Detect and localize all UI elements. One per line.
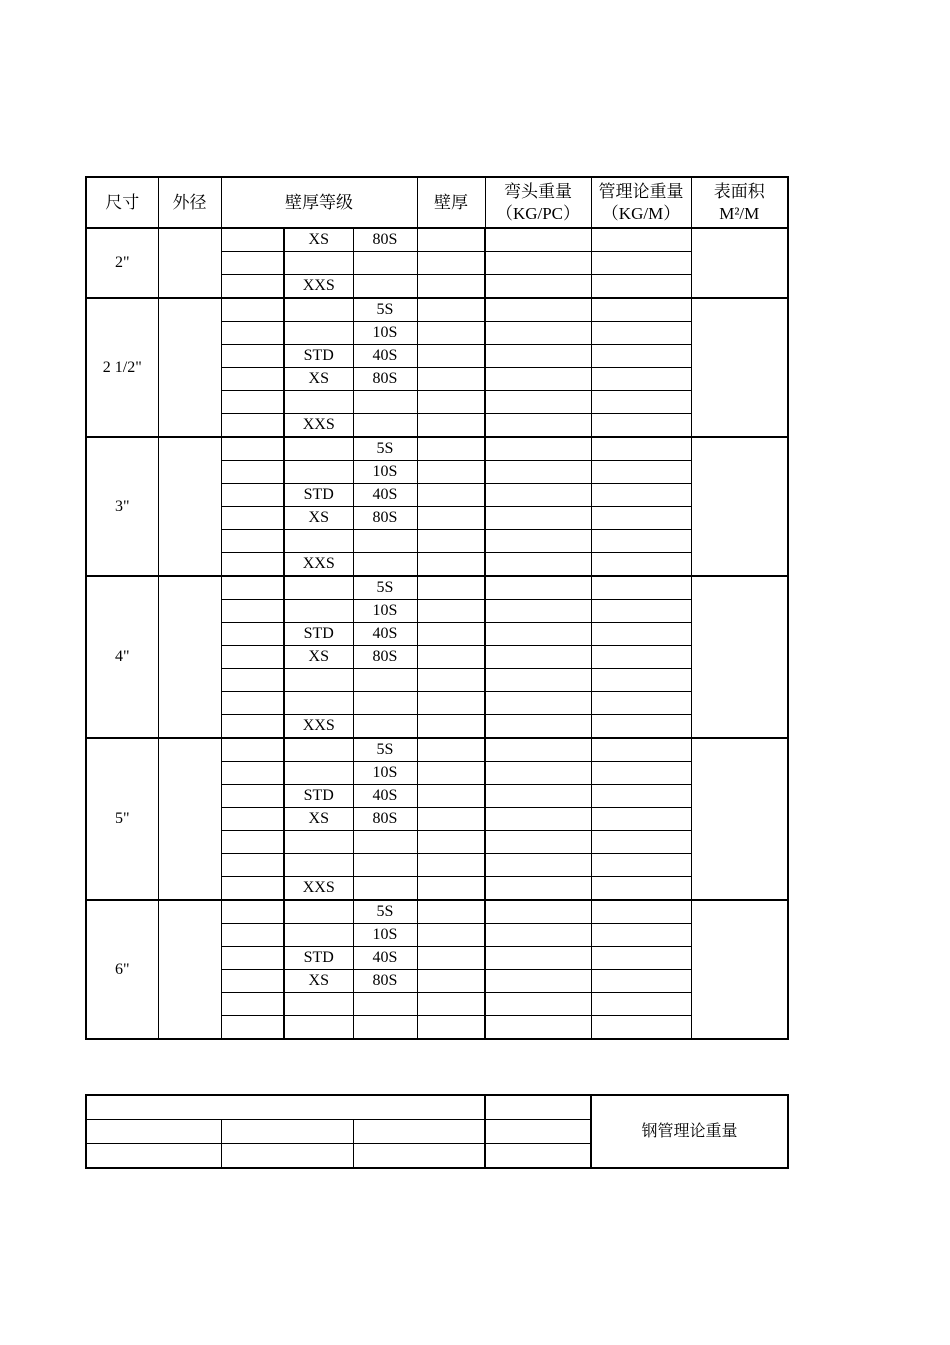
elbow-weight-cell (485, 553, 591, 577)
header-schedule: 壁厚等级 (221, 177, 417, 228)
schedule-number-cell (221, 877, 284, 901)
wall-thickness-cell (417, 345, 485, 368)
wall-thickness-cell (417, 947, 485, 970)
pipe-weight-cell (591, 345, 691, 368)
schedule-s-cell (353, 692, 417, 715)
pipe-weight-cell (591, 484, 691, 507)
schedule-class-cell (284, 298, 353, 322)
outer-diameter-cell (158, 228, 221, 298)
schedule-number-cell (221, 345, 284, 368)
wall-thickness-cell (417, 993, 485, 1016)
elbow-weight-cell (485, 762, 591, 785)
wall-thickness-cell (417, 808, 485, 831)
elbow-weight-cell (485, 947, 591, 970)
elbow-weight-cell (485, 738, 591, 762)
schedule-class-cell (284, 252, 353, 275)
schedule-s-cell (353, 275, 417, 299)
elbow-weight-cell (485, 924, 591, 947)
pipe-weight-cell (591, 1016, 691, 1040)
schedule-s-cell (353, 877, 417, 901)
elbow-weight-cell (485, 900, 591, 924)
schedule-number-cell (221, 252, 284, 275)
outer-diameter-cell (158, 738, 221, 900)
wall-thickness-cell (417, 854, 485, 877)
elbow-weight-cell (485, 322, 591, 345)
schedule-number-cell (221, 484, 284, 507)
header-outer-diameter: 外径 (158, 177, 221, 228)
elbow-weight-cell (485, 368, 591, 391)
schedule-number-cell (221, 970, 284, 993)
header-surface-area-unit: M²/M (719, 203, 760, 223)
schedule-s-cell: 10S (353, 924, 417, 947)
pipe-weight-cell (591, 970, 691, 993)
pipe-weight-cell (591, 298, 691, 322)
schedule-number-cell (221, 924, 284, 947)
schedule-class-cell (284, 437, 353, 461)
pipe-weight-cell (591, 900, 691, 924)
schedule-class-cell: STD (284, 484, 353, 507)
schedule-number-cell (221, 808, 284, 831)
pipe-weight-cell (591, 576, 691, 600)
schedule-s-cell (353, 993, 417, 1016)
schedule-s-cell: 40S (353, 623, 417, 646)
schedule-class-cell (284, 600, 353, 623)
schedule-s-cell: 80S (353, 228, 417, 252)
schedule-class-cell (284, 322, 353, 345)
schedule-class-cell: XS (284, 228, 353, 252)
schedule-number-cell (221, 623, 284, 646)
elbow-weight-cell (485, 252, 591, 275)
schedule-s-cell: 80S (353, 507, 417, 530)
schedule-s-cell (353, 553, 417, 577)
wall-thickness-cell (417, 484, 485, 507)
elbow-weight-cell (485, 1016, 591, 1040)
schedule-class-cell (284, 924, 353, 947)
wall-thickness-cell (417, 669, 485, 692)
size-cell: 5" (86, 738, 158, 900)
table-row (86, 437, 788, 461)
wall-thickness-cell (417, 692, 485, 715)
header-size: 尺寸 (86, 177, 158, 228)
elbow-weight-cell (485, 600, 591, 623)
pipe-weight-cell (591, 461, 691, 484)
pipe-weight-cell (591, 275, 691, 299)
schedule-class-cell (284, 576, 353, 600)
size-cell: 6" (86, 900, 158, 1039)
wall-thickness-cell (417, 252, 485, 275)
schedule-class-cell (284, 831, 353, 854)
pipe-weight-cell (591, 530, 691, 553)
elbow-weight-cell (485, 623, 591, 646)
schedule-s-cell: 80S (353, 646, 417, 669)
elbow-weight-cell (485, 530, 591, 553)
pipe-weight-cell (591, 507, 691, 530)
schedule-class-cell (284, 391, 353, 414)
schedule-class-cell (284, 854, 353, 877)
wall-thickness-cell (417, 715, 485, 739)
schedule-s-cell: 5S (353, 298, 417, 322)
header-pipe-weight (591, 177, 691, 228)
schedule-number-cell (221, 762, 284, 785)
pipe-weight-table (85, 176, 789, 1040)
schedule-s-cell: 5S (353, 738, 417, 762)
wall-thickness-cell (417, 414, 485, 438)
summary-row-1 (86, 1095, 788, 1120)
schedule-number-cell (221, 669, 284, 692)
elbow-weight-cell (485, 692, 591, 715)
schedule-number-cell (221, 553, 284, 577)
outer-diameter-cell (158, 298, 221, 437)
wall-thickness-cell (417, 762, 485, 785)
elbow-weight-cell (485, 228, 591, 252)
wall-thickness-cell (417, 831, 485, 854)
elbow-weight-cell (485, 970, 591, 993)
pipe-weight-cell (591, 762, 691, 785)
schedule-number-cell (221, 831, 284, 854)
wall-thickness-cell (417, 970, 485, 993)
table-row (86, 900, 788, 924)
elbow-weight-cell (485, 854, 591, 877)
pipe-weight-cell (591, 715, 691, 739)
schedule-class-cell (284, 762, 353, 785)
elbow-weight-cell (485, 437, 591, 461)
schedule-class-cell (284, 900, 353, 924)
summary-cell (485, 1120, 591, 1144)
schedule-number-cell (221, 993, 284, 1016)
wall-thickness-cell (417, 553, 485, 577)
pipe-weight-cell (591, 993, 691, 1016)
schedule-number-cell (221, 461, 284, 484)
header-wall-thickness: 壁厚 (417, 177, 485, 228)
pipe-weight-cell (591, 646, 691, 669)
size-cell: 3" (86, 437, 158, 576)
schedule-number-cell (221, 391, 284, 414)
summary-cell (86, 1144, 221, 1169)
schedule-class-cell: XS (284, 646, 353, 669)
pipe-weight-sheet (85, 176, 787, 1140)
schedule-class-cell: XS (284, 970, 353, 993)
wall-thickness-cell (417, 924, 485, 947)
schedule-class-cell: XS (284, 808, 353, 831)
elbow-weight-cell (485, 576, 591, 600)
table-row (86, 298, 788, 322)
schedule-class-cell (284, 1016, 353, 1040)
pipe-weight-cell (591, 831, 691, 854)
schedule-class-cell (284, 461, 353, 484)
schedule-s-cell (353, 669, 417, 692)
pipe-weight-cell (591, 623, 691, 646)
pipe-weight-cell (591, 877, 691, 901)
schedule-s-cell (353, 715, 417, 739)
pipe-weight-cell (591, 322, 691, 345)
wall-thickness-cell (417, 275, 485, 299)
size-cell: 2" (86, 228, 158, 298)
schedule-class-cell (284, 692, 353, 715)
schedule-s-cell: 10S (353, 461, 417, 484)
outer-diameter-cell (158, 437, 221, 576)
wall-thickness-cell (417, 391, 485, 414)
pipe-weight-cell (591, 669, 691, 692)
schedule-number-cell (221, 947, 284, 970)
pipe-weight-cell (591, 808, 691, 831)
schedule-class-cell: XS (284, 368, 353, 391)
schedule-s-cell: 40S (353, 947, 417, 970)
schedule-number-cell (221, 368, 284, 391)
wall-thickness-cell (417, 461, 485, 484)
wall-thickness-cell (417, 530, 485, 553)
pipe-weight-cell (591, 692, 691, 715)
header-elbow-weight-name: 弯头重量 (504, 181, 572, 201)
schedule-s-cell: 80S (353, 368, 417, 391)
wall-thickness-cell (417, 623, 485, 646)
header-elbow-weight (485, 177, 591, 228)
schedule-class-cell (284, 738, 353, 762)
wall-thickness-cell (417, 600, 485, 623)
schedule-number-cell (221, 854, 284, 877)
schedule-s-cell (353, 391, 417, 414)
surface-area-cell (691, 298, 788, 437)
elbow-weight-cell (485, 785, 591, 808)
pipe-weight-cell (591, 252, 691, 275)
pipe-weight-cell (591, 785, 691, 808)
schedule-s-cell (353, 831, 417, 854)
schedule-class-cell (284, 993, 353, 1016)
schedule-number-cell (221, 715, 284, 739)
schedule-class-cell: STD (284, 947, 353, 970)
summary-cell (86, 1095, 485, 1120)
schedule-number-cell (221, 414, 284, 438)
schedule-s-cell (353, 854, 417, 877)
schedule-number-cell (221, 228, 284, 252)
schedule-class-cell (284, 530, 353, 553)
wall-thickness-cell (417, 368, 485, 391)
pipe-weight-cell (591, 437, 691, 461)
summary-label: 钢管理论重量 (591, 1095, 788, 1168)
pipe-weight-cell (591, 600, 691, 623)
elbow-weight-cell (485, 831, 591, 854)
schedule-s-cell (353, 414, 417, 438)
schedule-s-cell: 10S (353, 322, 417, 345)
schedule-number-cell (221, 298, 284, 322)
size-cell: 2 1/2" (86, 298, 158, 437)
schedule-s-cell: 10S (353, 762, 417, 785)
schedule-s-cell: 5S (353, 437, 417, 461)
elbow-weight-cell (485, 484, 591, 507)
surface-area-cell (691, 900, 788, 1039)
pipe-weight-cell (591, 738, 691, 762)
pipe-weight-cell (591, 391, 691, 414)
elbow-weight-cell (485, 414, 591, 438)
pipe-weight-cell (591, 854, 691, 877)
schedule-class-cell: XXS (284, 414, 353, 438)
schedule-number-cell (221, 738, 284, 762)
wall-thickness-cell (417, 646, 485, 669)
wall-thickness-cell (417, 228, 485, 252)
schedule-number-cell (221, 600, 284, 623)
elbow-weight-cell (485, 877, 591, 901)
pipe-weight-cell (591, 414, 691, 438)
schedule-class-cell: STD (284, 623, 353, 646)
summary-cell (221, 1120, 353, 1144)
wall-thickness-cell (417, 298, 485, 322)
elbow-weight-cell (485, 715, 591, 739)
schedule-class-cell: XS (284, 507, 353, 530)
elbow-weight-cell (485, 461, 591, 484)
schedule-s-cell (353, 530, 417, 553)
schedule-s-cell: 5S (353, 900, 417, 924)
header-pipe-weight-name: 管理论重量 (598, 181, 684, 201)
summary-cell (485, 1144, 591, 1169)
summary-cell (86, 1120, 221, 1144)
summary-cell (485, 1095, 591, 1120)
wall-thickness-cell (417, 576, 485, 600)
schedule-number-cell (221, 507, 284, 530)
elbow-weight-cell (485, 507, 591, 530)
summary-cell (221, 1144, 353, 1169)
header-elbow-weight-unit: （KG/PC） (495, 203, 581, 223)
schedule-number-cell (221, 437, 284, 461)
schedule-s-cell: 10S (353, 600, 417, 623)
schedule-number-cell (221, 785, 284, 808)
pipe-weight-cell (591, 924, 691, 947)
elbow-weight-cell (485, 345, 591, 368)
surface-area-cell (691, 576, 788, 738)
schedule-class-cell: XXS (284, 275, 353, 299)
schedule-number-cell (221, 530, 284, 553)
pipe-weight-cell (591, 368, 691, 391)
wall-thickness-cell (417, 738, 485, 762)
summary-table (85, 1094, 789, 1169)
pipe-weight-cell (591, 228, 691, 252)
elbow-weight-cell (485, 993, 591, 1016)
outer-diameter-cell (158, 576, 221, 738)
schedule-class-cell: XXS (284, 877, 353, 901)
size-cell: 4" (86, 576, 158, 738)
elbow-weight-cell (485, 669, 591, 692)
schedule-number-cell (221, 322, 284, 345)
schedule-class-cell: STD (284, 345, 353, 368)
wall-thickness-cell (417, 785, 485, 808)
schedule-number-cell (221, 692, 284, 715)
header-surface-area (691, 177, 788, 228)
wall-thickness-cell (417, 1016, 485, 1040)
wall-thickness-cell (417, 507, 485, 530)
summary-cell (353, 1144, 485, 1169)
header-pipe-weight-unit: （KG/M） (601, 203, 681, 223)
schedule-s-cell: 80S (353, 970, 417, 993)
table-row (86, 228, 788, 252)
outer-diameter-cell (158, 900, 221, 1039)
wall-thickness-cell (417, 900, 485, 924)
surface-area-cell (691, 437, 788, 576)
wall-thickness-cell (417, 877, 485, 901)
pipe-weight-cell (591, 947, 691, 970)
table-row (86, 738, 788, 762)
elbow-weight-cell (485, 808, 591, 831)
summary-cell (353, 1120, 485, 1144)
elbow-weight-cell (485, 391, 591, 414)
wall-thickness-cell (417, 322, 485, 345)
schedule-class-cell: XXS (284, 715, 353, 739)
schedule-s-cell: 80S (353, 808, 417, 831)
schedule-number-cell (221, 1016, 284, 1040)
schedule-number-cell (221, 900, 284, 924)
header-row (86, 177, 788, 228)
elbow-weight-cell (485, 298, 591, 322)
schedule-s-cell (353, 1016, 417, 1040)
schedule-class-cell: XXS (284, 553, 353, 577)
elbow-weight-cell (485, 646, 591, 669)
schedule-s-cell: 40S (353, 345, 417, 368)
schedule-s-cell: 5S (353, 576, 417, 600)
surface-area-cell (691, 738, 788, 900)
schedule-number-cell (221, 275, 284, 299)
schedule-s-cell (353, 252, 417, 275)
schedule-s-cell: 40S (353, 484, 417, 507)
table-row (86, 576, 788, 600)
schedule-number-cell (221, 646, 284, 669)
schedule-class-cell: STD (284, 785, 353, 808)
schedule-class-cell (284, 669, 353, 692)
elbow-weight-cell (485, 275, 591, 299)
surface-area-cell (691, 228, 788, 298)
schedule-number-cell (221, 576, 284, 600)
schedule-s-cell: 40S (353, 785, 417, 808)
wall-thickness-cell (417, 437, 485, 461)
header-surface-area-name: 表面积 (713, 181, 765, 201)
pipe-weight-cell (591, 553, 691, 577)
